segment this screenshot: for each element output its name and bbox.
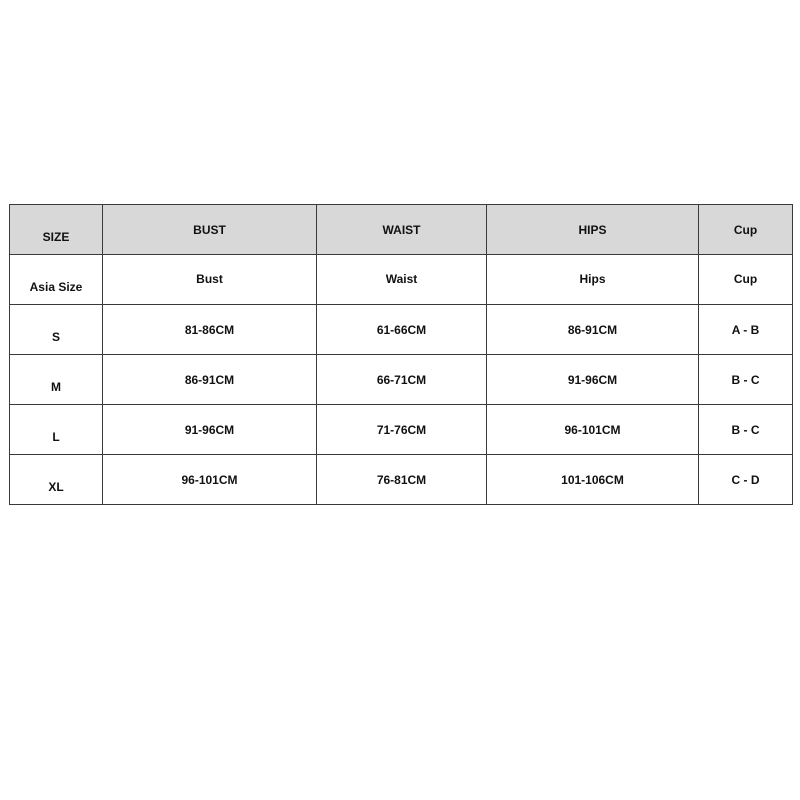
table-cell: B - C bbox=[699, 355, 793, 405]
table-row bbox=[10, 405, 793, 455]
size-chart-table bbox=[9, 204, 793, 505]
table-cell: 71-76CM bbox=[317, 405, 487, 455]
table-cell: 61-66CM bbox=[317, 305, 487, 355]
table-cell: Hips bbox=[487, 255, 699, 305]
table-cell: 86-91CM bbox=[103, 355, 317, 405]
table-cell: Bust bbox=[103, 255, 317, 305]
header-hips: HIPS bbox=[487, 205, 699, 255]
header-row bbox=[10, 205, 793, 255]
table-cell: Cup bbox=[699, 255, 793, 305]
table-cell: 86-91CM bbox=[487, 305, 699, 355]
table-cell: 91-96CM bbox=[103, 405, 317, 455]
table-cell: 81-86CM bbox=[103, 305, 317, 355]
table-cell: 76-81CM bbox=[317, 455, 487, 505]
table-cell: 96-101CM bbox=[487, 405, 699, 455]
header-bust: BUST bbox=[103, 205, 317, 255]
header-size: SIZE bbox=[10, 205, 103, 255]
header-waist: WAIST bbox=[317, 205, 487, 255]
table-cell: Waist bbox=[317, 255, 487, 305]
row-label: M bbox=[10, 355, 103, 405]
row-label: L bbox=[10, 405, 103, 455]
table-cell: B - C bbox=[699, 405, 793, 455]
table-row bbox=[10, 305, 793, 355]
header-cup: Cup bbox=[699, 205, 793, 255]
table-cell: 96-101CM bbox=[103, 455, 317, 505]
table-row bbox=[10, 455, 793, 505]
table-cell: C - D bbox=[699, 455, 793, 505]
row-label: S bbox=[10, 305, 103, 355]
table-row bbox=[10, 355, 793, 405]
table-cell: 101-106CM bbox=[487, 455, 699, 505]
table-row bbox=[10, 255, 793, 305]
table-cell: 91-96CM bbox=[487, 355, 699, 405]
table-cell: 66-71CM bbox=[317, 355, 487, 405]
table-cell: A - B bbox=[699, 305, 793, 355]
row-label: Asia Size bbox=[10, 255, 103, 305]
row-label: XL bbox=[10, 455, 103, 505]
